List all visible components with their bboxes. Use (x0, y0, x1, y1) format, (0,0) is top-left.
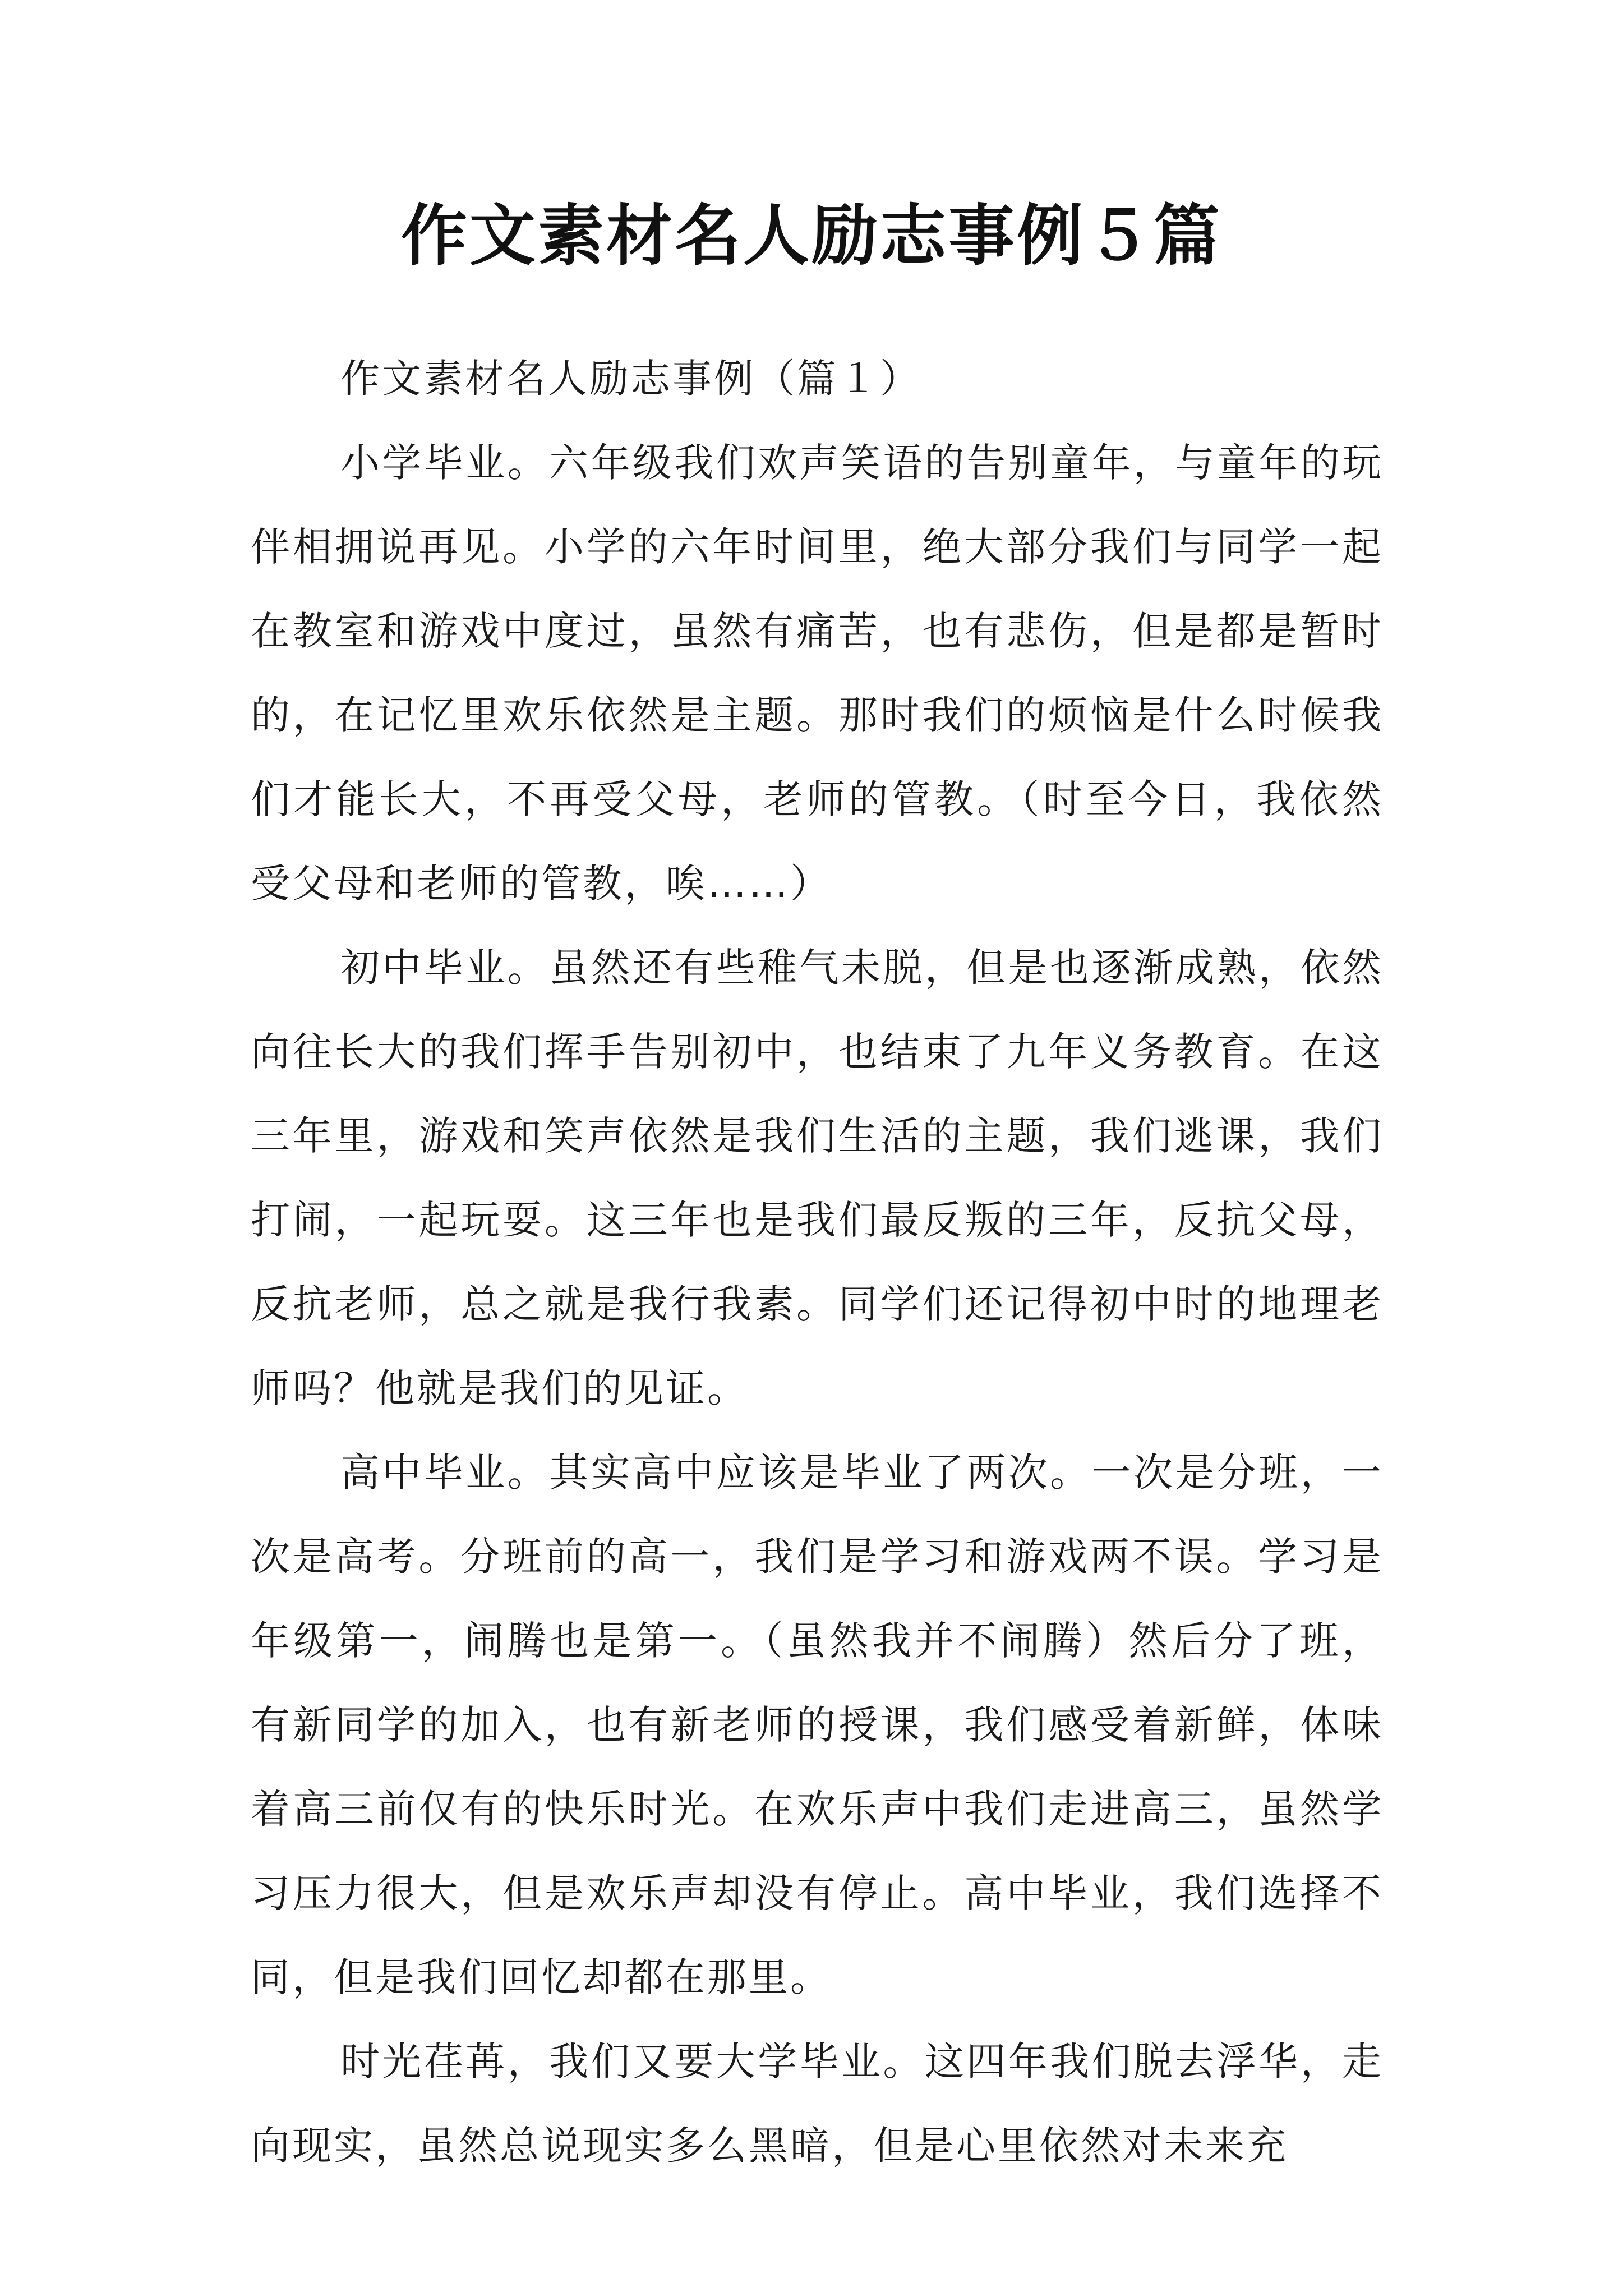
paragraph-3: 高中毕业。其实高中应该是毕业了两次。一次是分班，一次是高考。分班前的高一，我们是学习和游戏两不误。学习是年级第一，闹腾也是第一。（虽然我并不闹腾）然后分了班，有新同学的加入，也有新老师的授课，我们感受着新鲜，体味着高三前仅有的快乐时光。在欢乐声中我们走进高三，虽然学习压力很大，但是欢乐声却没有停止。高中毕业，我们选择不同，但是我们回忆却都在那里。 (251, 1450, 1384, 2000)
document-title: 作文素材名人励志事例５篇 (400, 196, 1222, 274)
section-heading: 作文素材名人励志事例（篇１） (340, 356, 921, 402)
paragraph-2: 初中毕业。虽然还有些稚气未脱，但是也逐渐成熟，依然向往长大的我们挥手告别初中，也结束了九年义务教育。在这三年里，游戏和笑声依然是我们生活的主题，我们逃课，我们打闹，一起玩耍。这三年也是我们最反叛的三年，反抗父母，反抗老师，总之就是我行我素。同学们还记得初中时的地理老师吗？他就是我们的见证。 (251, 945, 1384, 1411)
paragraph-1: 小学毕业。六年级我们欢声笑语的告别童年，与童年的玩伴相拥说再见。小学的六年时间里，绝大部分我们与同学一起在教室和游戏中度过，虽然有痛苦，也有悲伤，但是都是暂时的，在记忆里欢乐依然是主题。那时我们的烦恼是什么时候我们才能长大，不再受父母，老师的管教。（时至今日，我依然受父母和老师的管教，唉……） (251, 440, 1384, 907)
paragraph-4: 时光荏苒，我们又要大学毕业。这四年我们脱去浮华，走向现实，虽然总说现实多么黑暗，但是心里依然对未来充 (251, 2039, 1384, 2169)
document-body (251, 337, 1384, 2188)
